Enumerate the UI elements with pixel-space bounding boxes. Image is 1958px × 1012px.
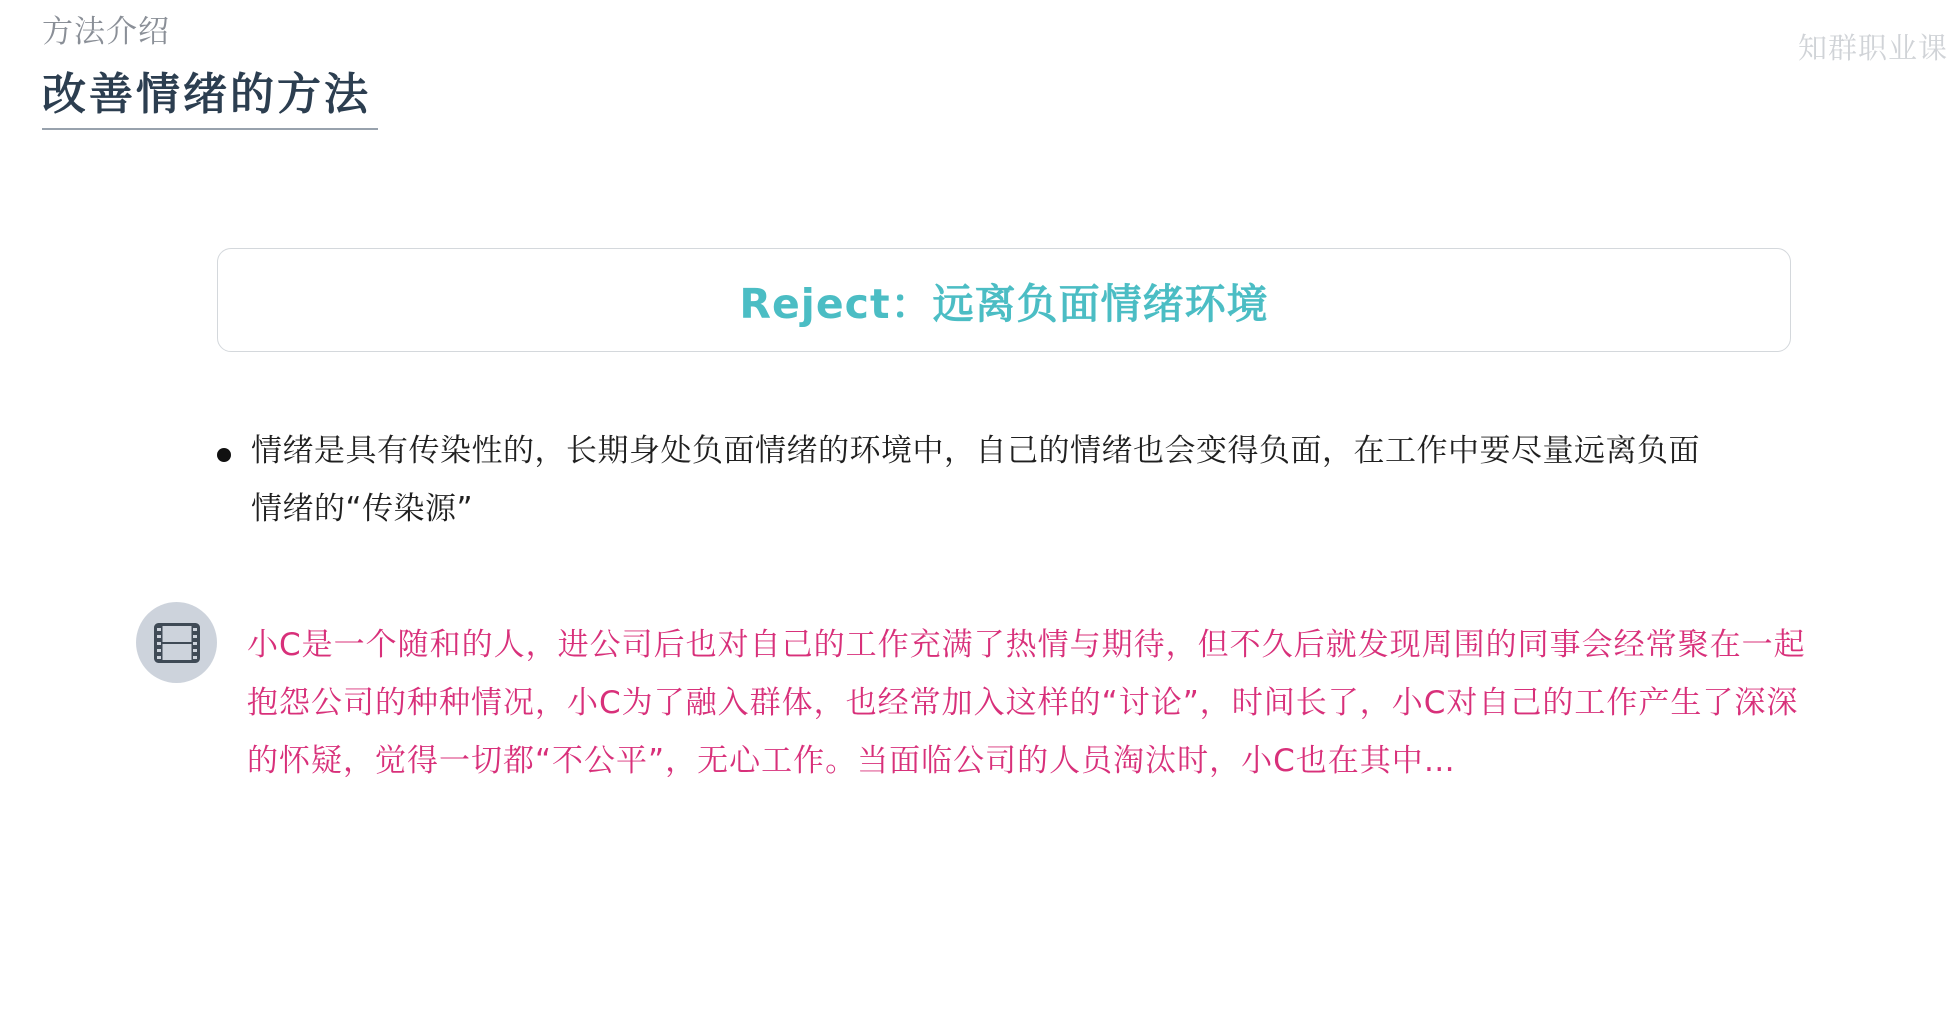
method-title: Reject：远离负面情绪环境 (739, 279, 1269, 328)
film-icon (154, 623, 200, 663)
method-header-box (217, 248, 1791, 352)
bullet-point (217, 422, 1737, 538)
section-label: 方法介绍 (42, 14, 170, 50)
title-underline (42, 128, 378, 130)
page-title: 改善情绪的方法 (42, 69, 371, 120)
bullet-dot (217, 448, 231, 462)
story-icon-badge (136, 602, 217, 683)
watermark-logo: 知群职业课 (1797, 31, 1948, 65)
story-text: 小C是一个随和的人，进公司后也对自己的工作充满了热情与期待，但不久后就发现周围的同事会经常聚在一起抱怨公司的种种情况，小C为了融入群体，也经常加入这样的“讨论”，时间长了，小C对自己的工作产生了深深的怀疑，觉得一切都“不公平”，无心工作。当面临公司的人员淘汰时，小C也在其中… (247, 627, 1806, 779)
bullet-text: 情绪是具有传染性的，长期身处负面情绪的环境中，自己的情绪也会变得负面，在工作中要尽量远离负面情绪的“传染源” (251, 433, 1700, 527)
